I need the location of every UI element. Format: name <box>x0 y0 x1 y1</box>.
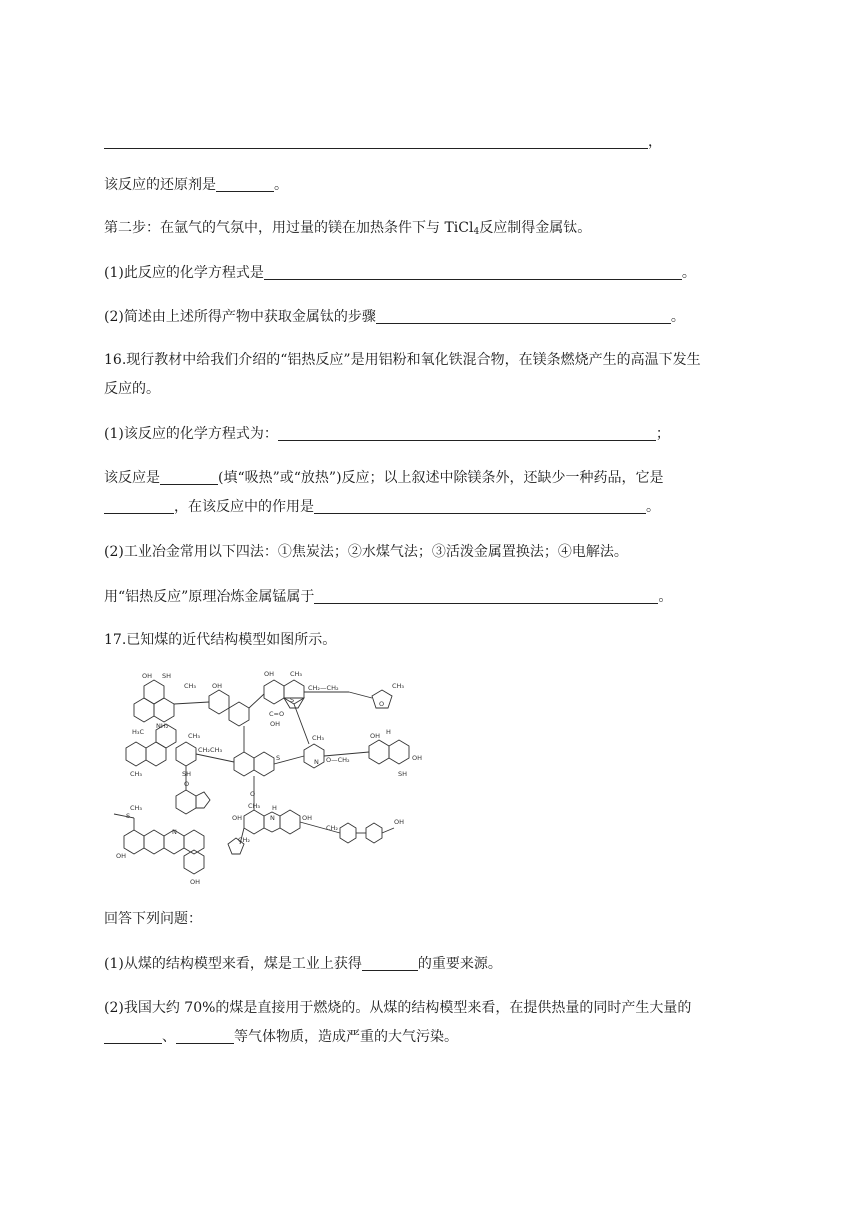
step-two-text <box>104 219 591 241</box>
question-text: 的重要来源。 <box>417 956 502 972</box>
answer-line-continuation <box>104 133 662 151</box>
question-16-reagent <box>104 498 660 516</box>
question-17-1 <box>104 955 502 973</box>
punctuation: 。 <box>670 309 685 325</box>
label-h3c: H₃C <box>132 728 145 736</box>
punctuation: 。 <box>658 589 673 605</box>
question-text: 该反应是 <box>104 470 160 486</box>
question-17-text <box>104 631 336 649</box>
question-16-2 <box>104 543 628 561</box>
question-text: 第二步：在氩气的气氛中，用过量的镁在加热条件下与 TiCl <box>104 220 474 236</box>
label-o: O <box>184 780 190 788</box>
label-oh: OH <box>370 732 381 740</box>
answer-blank[interactable] <box>314 589 658 604</box>
question-text: ，在该反应中的作用是 <box>174 499 314 515</box>
question-text: 等气体物质，造成严重的大气污染。 <box>234 1029 458 1045</box>
question-text: 16.现行教材中给我们介绍的“铝热反应”是用铝粉和氧化铁混合物，在镁条燃烧产生的高温下发生 <box>104 352 701 368</box>
question-text: (填“吸热”或“放热”)反应；以上叙述中除镁条外，还缺少一种药品，它是 <box>218 470 664 486</box>
question-text: 17.已知煤的近代结构模型如图所示。 <box>104 632 337 648</box>
label-n: N <box>172 828 177 836</box>
punctuation: 。 <box>646 499 660 515</box>
label-oh: OH <box>116 852 127 860</box>
punctuation: ； <box>655 426 670 442</box>
label-s: S <box>276 754 281 762</box>
label-oh: OH <box>142 672 153 680</box>
answer-blank[interactable] <box>104 499 174 514</box>
question-16-manganese <box>104 588 672 606</box>
label-carbonyl: C=O <box>269 710 285 718</box>
label-nh2: NH₂ <box>156 722 169 730</box>
answer-blank[interactable] <box>314 499 646 514</box>
question-text: 回答下列问题： <box>104 911 202 927</box>
answer-prompt <box>104 910 202 928</box>
question-text: (1)此反应的化学方程式是 <box>104 265 264 281</box>
label-o: O <box>250 790 256 798</box>
question-equation <box>104 264 696 282</box>
label-ch3: CH₃ <box>130 770 143 778</box>
question-17-2 <box>104 999 691 1017</box>
label-ch3: CH₃ <box>392 682 405 690</box>
subscript: 4 <box>473 227 480 237</box>
label-sh: SH <box>398 770 408 778</box>
question-16-text <box>104 351 701 369</box>
label-n: N <box>270 814 275 822</box>
label-och2: O—CH₂ <box>326 756 350 764</box>
label-oh: OH <box>212 682 223 690</box>
answer-blank[interactable] <box>160 470 218 485</box>
label-s: S <box>126 812 131 820</box>
label-ch3: CH₃ <box>188 732 201 740</box>
answer-blank[interactable] <box>376 309 671 324</box>
question-text: (1)从煤的结构模型来看，煤是工业上获得 <box>104 956 362 972</box>
question-reductant <box>104 176 288 194</box>
question-16-text-cont <box>104 380 160 398</box>
label-ch3: CH₃ <box>248 802 261 810</box>
question-text: (2)简述由上述所得产物中获取金属钛的步骤 <box>104 309 376 325</box>
question-text: (2)我国大约 70%的煤是直接用于燃烧的。从煤的结构模型来看，在提供热量的同时产生大量的 <box>104 1000 692 1016</box>
question-16-1 <box>104 425 670 443</box>
label-sh: SH <box>182 770 192 778</box>
label-n: N <box>314 758 319 766</box>
label-oh: OH <box>394 818 405 826</box>
punctuation: ， <box>648 134 662 150</box>
label-ethyl: CH₂CH₃ <box>198 746 223 754</box>
label-ch3: CH₃ <box>184 682 197 690</box>
label-ch3: CH₃ <box>290 670 303 678</box>
question-text: 用“铝热反应”原理冶炼金属锰属于 <box>104 589 315 605</box>
label-sh: SH <box>162 672 172 680</box>
label-oh: OH <box>190 878 201 886</box>
label-oh: OH <box>412 754 422 762</box>
label-ch2: CH₂ <box>238 836 251 844</box>
label-oh: OH <box>270 720 281 728</box>
answer-blank[interactable] <box>264 265 682 280</box>
answer-blank[interactable] <box>104 134 648 149</box>
question-text: (2)工业冶金常用以下四法：①焦炭法；②水煤气法；③活泼金属置换法；④电解法。 <box>104 544 628 560</box>
label-o: O <box>379 700 385 708</box>
label-h: H <box>386 728 391 736</box>
answer-blank[interactable] <box>362 956 418 971</box>
question-text: (1)该反应的化学方程式为： <box>104 426 278 442</box>
label-ch3: CH₃ <box>312 734 325 742</box>
question-titanium-steps <box>104 308 685 326</box>
answer-blank[interactable] <box>104 1029 162 1044</box>
label-oh: OH <box>232 814 243 822</box>
punctuation: 。 <box>681 265 696 281</box>
answer-blank[interactable] <box>278 426 656 441</box>
label-ch3: CH₃ <box>130 804 143 812</box>
coal-structure-diagram <box>104 668 422 890</box>
label-oh: OH <box>264 670 275 678</box>
label-ethylene: CH₂—CH₂ <box>308 684 339 692</box>
question-16-heat <box>104 469 664 487</box>
answer-blank[interactable] <box>216 177 274 192</box>
label-oh: OH <box>302 814 313 822</box>
label-h: H <box>272 804 277 812</box>
label-s: S <box>290 696 295 704</box>
label-ch2: CH₂ <box>326 824 339 832</box>
question-17-2-blanks <box>104 1028 458 1046</box>
question-text: 反应制得金属钛。 <box>479 220 592 236</box>
punctuation: 、 <box>162 1029 176 1045</box>
question-text: 反应的。 <box>104 381 160 397</box>
punctuation: 。 <box>274 177 288 193</box>
question-text: 该反应的还原剂是 <box>104 177 216 193</box>
coal-structure-figure <box>104 668 422 890</box>
answer-blank[interactable] <box>176 1029 234 1044</box>
